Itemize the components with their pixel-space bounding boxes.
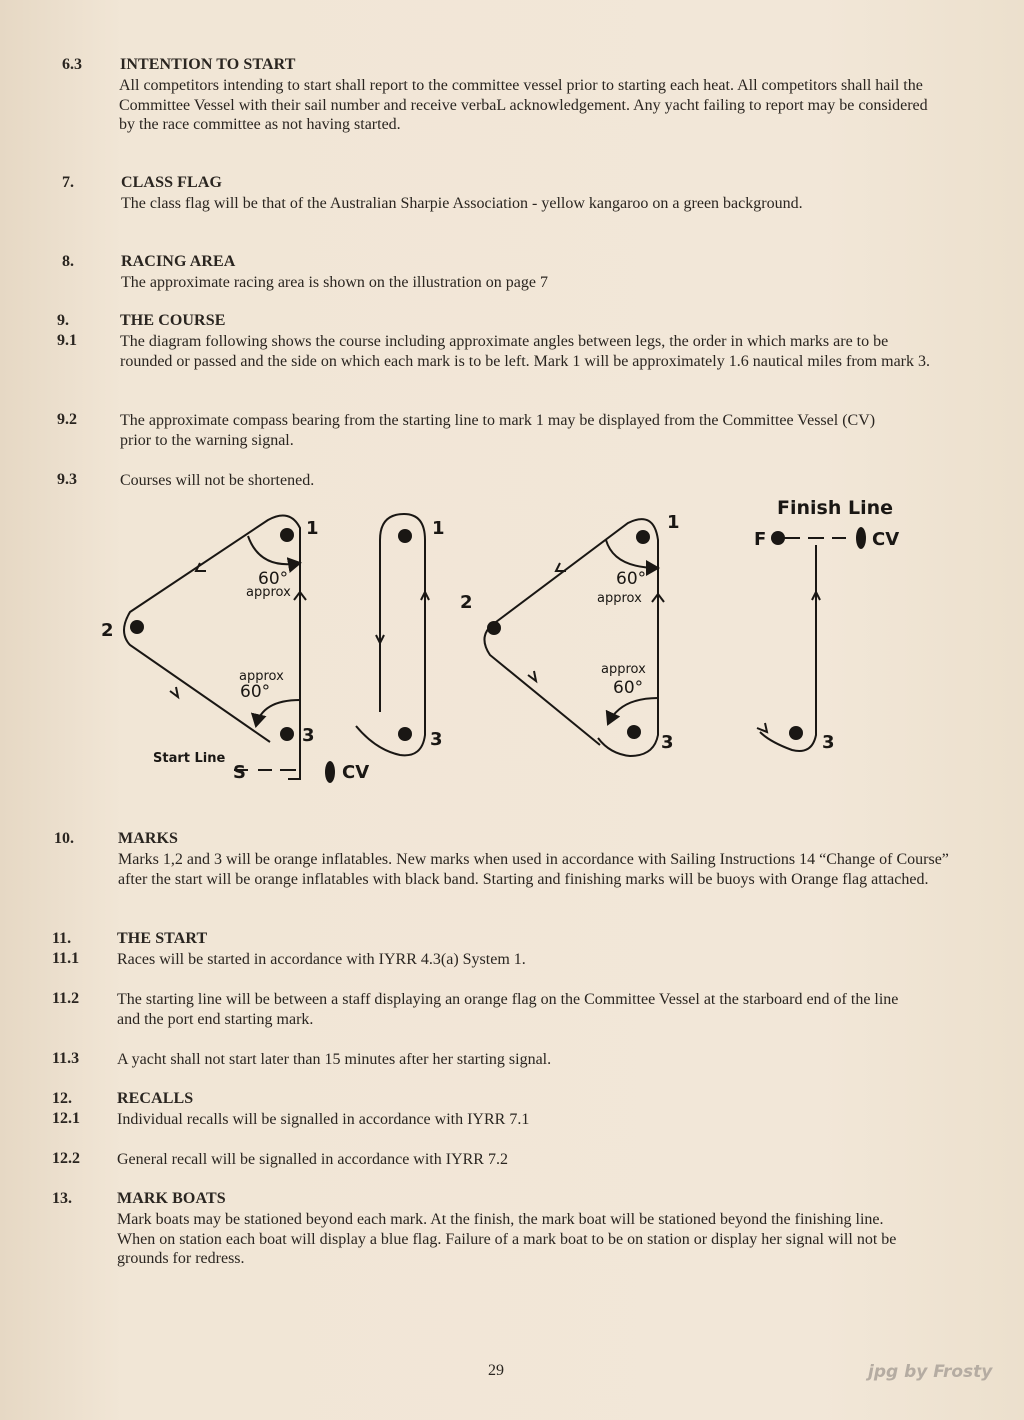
mark-buoy-icon (398, 727, 412, 741)
course-diagram (80, 490, 960, 800)
section-text: The diagram following shows the course including approximate angles between legs, the order in which marks are to be rounded or passed and the side on which each mark is to be left. Mark 1 will be approximately 1.6 nautical miles from mark 3. (120, 333, 930, 370)
section-number: 11. (52, 930, 72, 947)
section-number: 12. (52, 1090, 72, 1107)
section-number: 6.3 (62, 56, 82, 73)
angle-label: 60° (616, 569, 647, 589)
section-text: The class flag will be that of the Australian Sharpie Association - yellow kangaroo on a green background. (121, 195, 803, 212)
section-number: 9.2 (57, 411, 77, 428)
cv-label: CV (342, 762, 370, 783)
mark-buoy-icon (130, 620, 144, 634)
mark-label: 1 (667, 512, 680, 533)
mark-label: 2 (101, 620, 114, 641)
course-windward-leeward (356, 514, 429, 755)
mark-buoy-icon (636, 530, 650, 544)
mark-buoy-icon (280, 528, 294, 542)
mark-label: 2 (460, 592, 473, 613)
angle-arc-icon (606, 540, 658, 568)
committee-vessel-icon (856, 527, 866, 549)
section-text: The starting line will be between a staff displaying an orange flag on the Committee Vessel at the starboard end of the line and the port end starting mark. (117, 991, 899, 1028)
course-triangle-a (124, 516, 306, 780)
direction-arrow-icon (757, 723, 767, 732)
mark-label: 1 (306, 518, 319, 539)
section-number: 9.3 (57, 471, 77, 488)
angle-arc-icon (256, 700, 300, 726)
mark-buoy-icon (487, 621, 501, 635)
section-number: 10. (54, 830, 74, 847)
angle-label: 60° (613, 678, 644, 698)
cv-label: CV (872, 529, 900, 550)
mark-label: 3 (661, 732, 674, 753)
angle-label: 60° (240, 682, 271, 702)
section-heading: THE START (117, 930, 208, 947)
committee-vessel-icon (325, 761, 335, 783)
section-number: 8. (62, 253, 74, 270)
section-number: 7. (62, 174, 74, 191)
section-number: 12.2 (52, 1150, 80, 1167)
finish-line-label: Finish Line (777, 497, 894, 519)
section-number: 9.1 (57, 332, 77, 349)
section-text: Mark boats may be stationed beyond each mark. At the finish, the mark boat will be stationed beyond the finishing line. When on station each boat will display a blue flag. Failure of a mark boat to be on station or display her signal will not be grounds for redress. (117, 1211, 897, 1268)
section-text: A yacht shall not start later than 15 minutes after her starting signal. (117, 1051, 552, 1068)
scan-credit: jpg by Frosty (868, 1362, 993, 1382)
section-text: The approximate racing area is shown on the illustration on page 7 (121, 274, 548, 291)
mark-buoy-icon (627, 725, 641, 739)
approx-label: approx (246, 585, 291, 600)
section-heading: INTENTION TO START (120, 56, 296, 73)
direction-arrow-icon (170, 687, 178, 697)
finish-mark-label: F (754, 529, 767, 550)
section-text: Races will be started in accordance with IYRR 4.3(a) System 1. (117, 951, 526, 968)
direction-arrow-icon (528, 671, 536, 681)
start-mark-label: S (233, 762, 246, 783)
section-text: Marks 1,2 and 3 will be orange inflatables. New marks when used in accordance with Sailing Instructions 14 “Change of Course” after the start will be orange inflatables with black band. Starting and finishing marks will be buoys with Orange flag attached. (118, 851, 949, 888)
section-number: 9. (57, 312, 69, 329)
section-heading: MARK BOATS (117, 1190, 226, 1207)
section-number: 13. (52, 1190, 72, 1207)
section-text: General recall will be signalled in accordance with IYRR 7.2 (117, 1151, 508, 1168)
page-number: 29 (488, 1362, 504, 1379)
course-triangle-b (484, 519, 664, 756)
section-text: The approximate compass bearing from the starting line to mark 1 may be displayed from the Committee Vessel (CV) prior to the warning signal. (120, 412, 876, 449)
mark-label: 3 (430, 729, 443, 750)
section-text: All competitors intending to start shall report to the committee vessel prior to starting each heat. All competitors shall hail the Committee Vessel with their sail number and receive verbaL acknowledgement. Any yacht failing to report may be considered by the race committee as not having started. (119, 77, 928, 134)
section-text: Courses will not be shortened. (120, 472, 315, 489)
section-number: 11.1 (52, 950, 80, 967)
finish-mark-icon (771, 531, 785, 545)
mark-label: 3 (302, 725, 315, 746)
section-text: Individual recalls will be signalled in accordance with IYRR 7.1 (117, 1111, 530, 1128)
approx-label: approx (239, 669, 284, 684)
approx-label: approx (601, 662, 646, 677)
approx-label: approx (597, 591, 642, 606)
section-number: 12.1 (52, 1110, 80, 1127)
mark-label: 1 (432, 518, 445, 539)
section-heading: RACING AREA (121, 253, 236, 270)
section-heading: RECALLS (117, 1090, 194, 1107)
angle-arc-icon (608, 698, 658, 724)
section-heading: CLASS FLAG (121, 174, 223, 191)
mark-buoy-icon (398, 529, 412, 543)
course-finish (757, 538, 846, 751)
section-number: 11.2 (52, 990, 80, 1007)
angle-arc-icon (248, 536, 300, 564)
section-heading: THE COURSE (120, 312, 226, 329)
section-heading: MARKS (118, 830, 179, 847)
section-number: 11.3 (52, 1050, 80, 1067)
mark-label: 3 (822, 732, 835, 753)
angle-label: 60° (258, 569, 289, 589)
mark-buoy-icon (789, 726, 803, 740)
start-line-label: Start Line (153, 751, 226, 766)
mark-buoy-icon (280, 727, 294, 741)
